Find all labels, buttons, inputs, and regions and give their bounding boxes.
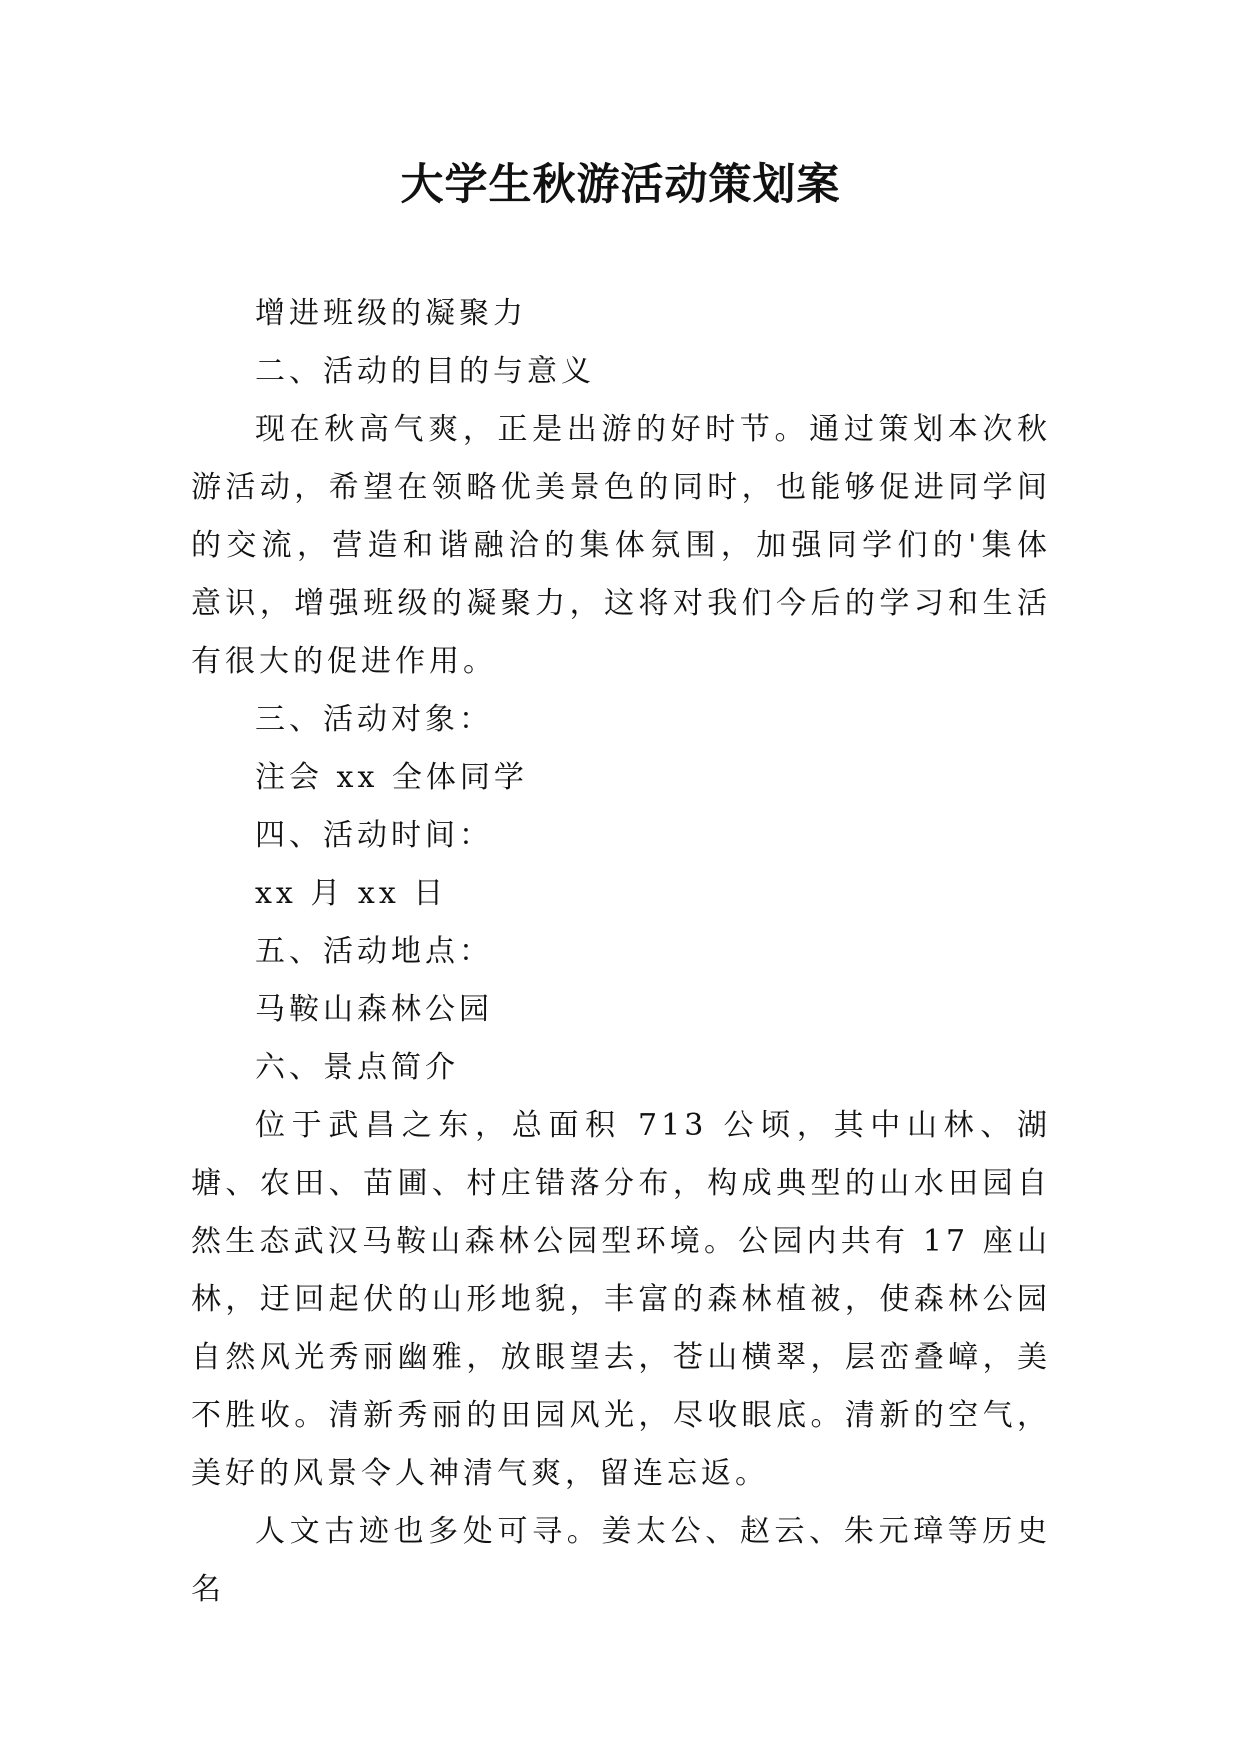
document-body	[191, 285, 1051, 1619]
paragraph-scenic-description: 位于武昌之东，总面积 713 公顷，其中山林、湖塘、农田、苗圃、村庄错落分布，构成典型的山水田园自然生态武汉马鞍山森林公园型环境。公园内共有 17 座山林，迂回起伏的山形地貌，丰富的森林植被，使森林公园自然风光秀丽幽雅，放眼望去，苍山横翠，层峦叠嶂，美不胜收。清新秀丽的田园风光，尽收眼底。清新的空气，美好的风景令人神清气爽，留连忘返。	[191, 1108, 1051, 1491]
paragraph-time: xx 月 xx 日	[255, 876, 448, 911]
section-heading-location: 五、活动地点：	[255, 934, 493, 969]
paragraph-historic-sites: 人文古迹也多处可寻。姜太公、赵云、朱元璋等历史名	[191, 1514, 1051, 1607]
paragraph-purpose: 现在秋高气爽，正是出游的好时节。通过策划本次秋游活动，希望在领略优美景色的同时，也能够促进同学间的交流，营造和谐融洽的集体氛围，加强同学们的'集体意识，增强班级的凝聚力，这将对我们今后的学习和生活有很大的促进作用。	[191, 412, 1051, 679]
section-heading-time: 四、活动时间：	[255, 818, 493, 853]
paragraph-location: 马鞍山森林公园	[255, 992, 493, 1027]
section-heading-participants: 三、活动对象：	[255, 702, 493, 737]
section-heading-scenic-intro: 六、景点简介	[255, 1050, 459, 1085]
section-heading-purpose: 二、活动的目的与意义	[255, 354, 595, 389]
document-title: 大学生秋游活动策划案	[400, 160, 841, 210]
paragraph-participants: 注会 xx 全体同学	[255, 760, 528, 795]
paragraph-intro-line: 增进班级的凝聚力	[255, 296, 527, 331]
